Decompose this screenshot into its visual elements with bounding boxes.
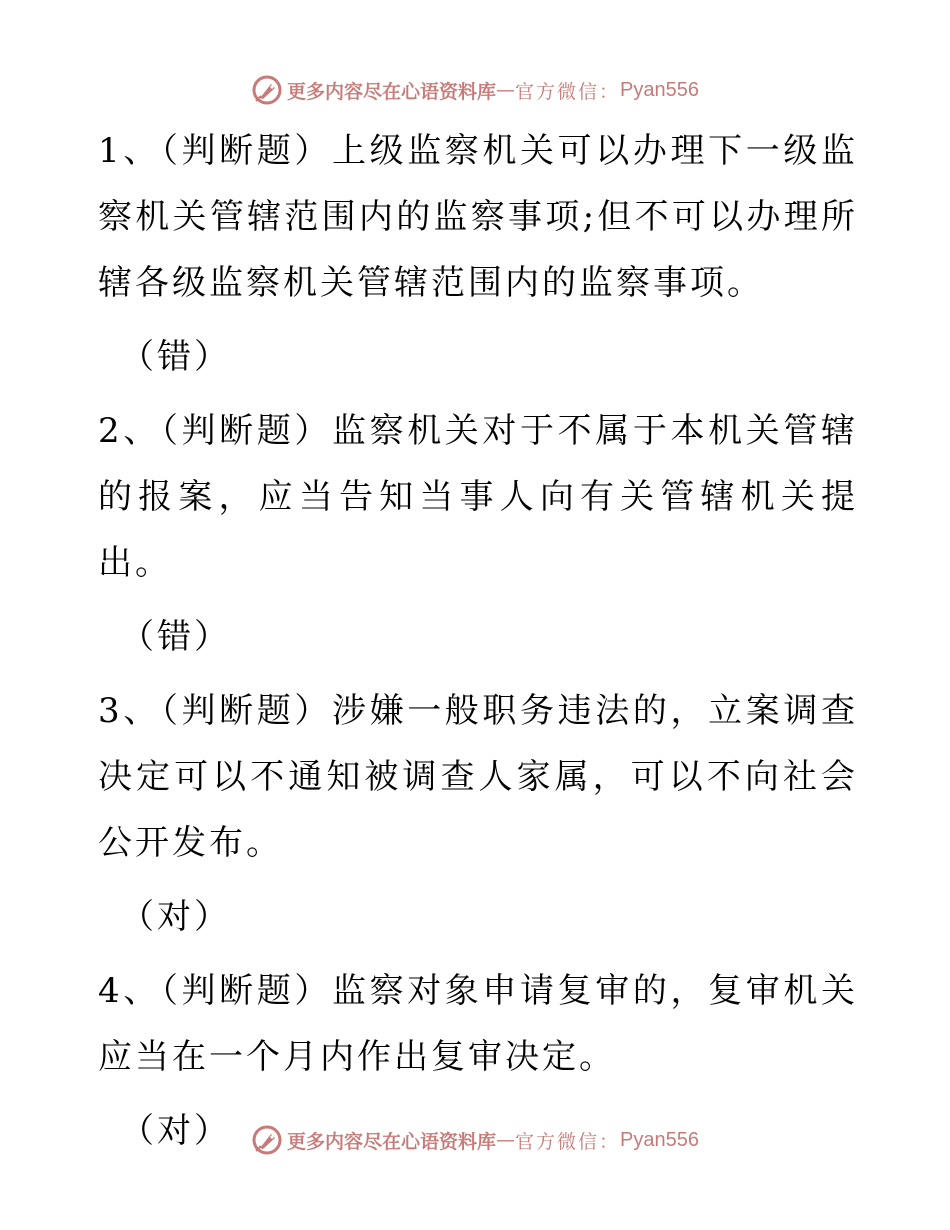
pen-nib-logo-icon — [251, 74, 283, 106]
question-1: 1、（判断题）上级监察机关可以办理下一级监察机关管辖范围内的监察事项;但不可以办理所辖各级监察机关管辖范围内的监察事项。 — [98, 131, 858, 303]
answer-3: （对） — [120, 897, 231, 937]
question-3: 3、（判断题）涉嫌一般职务违法的，立案调查决定可以不通知被调查人家属，可以不向社会公开发布。 — [98, 691, 858, 863]
watermark-wechat-id: Pyan556 — [620, 78, 699, 101]
footer-watermark — [0, 1120, 950, 1160]
pen-nib-logo-icon — [251, 1124, 283, 1156]
answer-4: （对） — [120, 1111, 231, 1151]
watermark-wechat-id: Pyan556 — [620, 1128, 699, 1151]
watermark-separator: — — [496, 79, 516, 101]
header-watermark — [0, 70, 950, 110]
watermark-main-text: 更多内容尽在心语资料库 — [287, 1130, 497, 1153]
watermark-main-text: 更多内容尽在心语资料库 — [287, 80, 497, 103]
answer-2: （错） — [120, 617, 231, 657]
watermark-wechat-label: 官方微信： — [515, 1130, 621, 1153]
question-2: 2、（判断题）监察机关对于不属于本机关管辖的报案，应当告知当事人向有关管辖机关提出。 — [98, 411, 858, 583]
answer-1: （错） — [120, 337, 231, 377]
watermark-wechat-label: 官方微信： — [515, 80, 621, 103]
question-4: 4、（判断题）监察对象申请复审的，复审机关应当在一个月内作出复审决定。 — [98, 971, 858, 1077]
document-body — [98, 118, 858, 1164]
watermark-separator: — — [496, 1129, 516, 1151]
